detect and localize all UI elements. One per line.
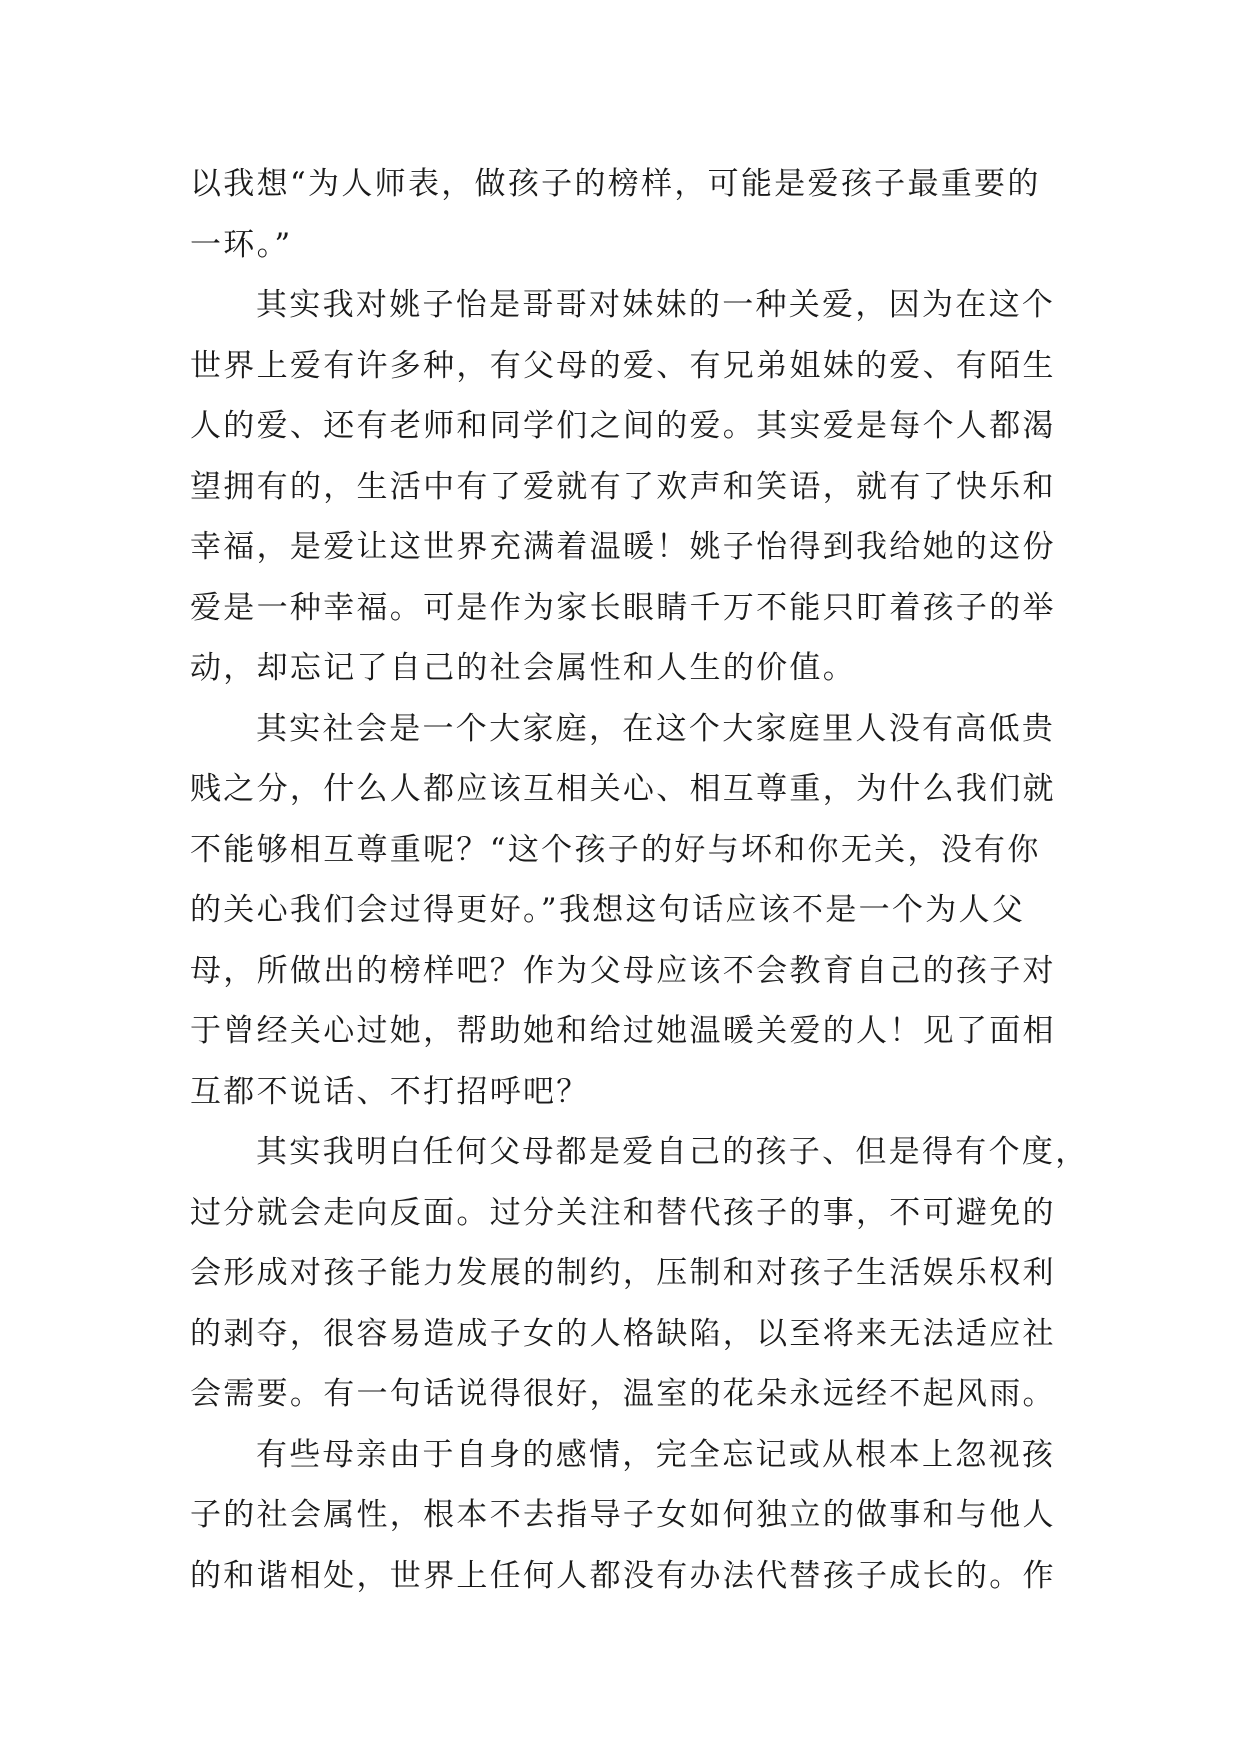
- text-line: 于曾经关心过她，帮助她和给过她温暖关爱的人！见了面相: [190, 1013, 1056, 1049]
- body-text: [190, 154, 1089, 1606]
- text-line: 互都不说话、不打招呼吧？: [190, 1073, 590, 1110]
- text-line: 爱是一种幸福。可是作为家长眼睛千万不能只盯着孩子的举: [190, 589, 1056, 626]
- text-line: 母，所做出的榜样吧？作为父母应该不会教育自己的孩子对: [190, 952, 1056, 989]
- text-line: 的关心我们会过得更好。”我想这句话应该不是一个为人父: [190, 892, 1026, 928]
- paragraph-first-line: 其实我明白任何父母都是爱自己的孩子、但是得有个度，: [256, 1134, 1089, 1170]
- text-line: 人的爱、还有老师和同学们之间的爱。其实爱是每个人都渴: [190, 408, 1056, 444]
- paragraph-first-line: 其实社会是一个大家庭，在这个大家庭里人没有高低贵: [256, 710, 1056, 747]
- text-line: 子的社会属性，根本不去指导子女如何独立的做事和与他人: [190, 1497, 1056, 1533]
- text-line: 会需要。有一句话说得很好，温室的花朵永远经不起风雨。: [190, 1376, 1056, 1412]
- text-line: 会形成对孩子能力发展的制约，压制和对孩子生活娱乐权利: [190, 1255, 1056, 1291]
- text-line: 的剥夺，很容易造成子女的人格缺陷，以至将来无法适应社: [190, 1315, 1056, 1352]
- text-line: 一环。”: [190, 226, 293, 263]
- paragraph-first-line: 其实我对姚子怡是哥哥对妹妹的一种关爱，因为在这个: [256, 287, 1056, 323]
- text-line: 世界上爱有许多种，有父母的爱、有兄弟姐妹的爱、有陌生: [190, 347, 1056, 384]
- text-line: 动，却忘记了自己的社会属性和人生的价值。: [190, 650, 856, 686]
- text-line: 贱之分，什么人都应该互相关心、相互尊重，为什么我们就: [190, 771, 1056, 807]
- text-line: 不能够相互尊重呢？“这个孩子的好与坏和你无关，没有你: [190, 831, 1041, 868]
- text-line: 幸福，是爱让这世界充满着温暖！姚子怡得到我给她的这份: [190, 529, 1056, 565]
- text-line: 的和谐相处，世界上任何人都没有办法代替孩子成长的。作: [190, 1557, 1056, 1594]
- text-line: 过分就会走向反面。过分关注和替代孩子的事，不可避免的: [190, 1194, 1056, 1231]
- text-line: 以我想“为人师表，做孩子的榜样，可能是爱孩子最重要的: [190, 166, 1041, 202]
- text-line: 望拥有的，生活中有了爱就有了欢声和笑语，就有了快乐和: [190, 468, 1056, 505]
- paragraph-first-line: 有些母亲由于自身的感情，完全忘记或从根本上忽视孩: [256, 1436, 1056, 1473]
